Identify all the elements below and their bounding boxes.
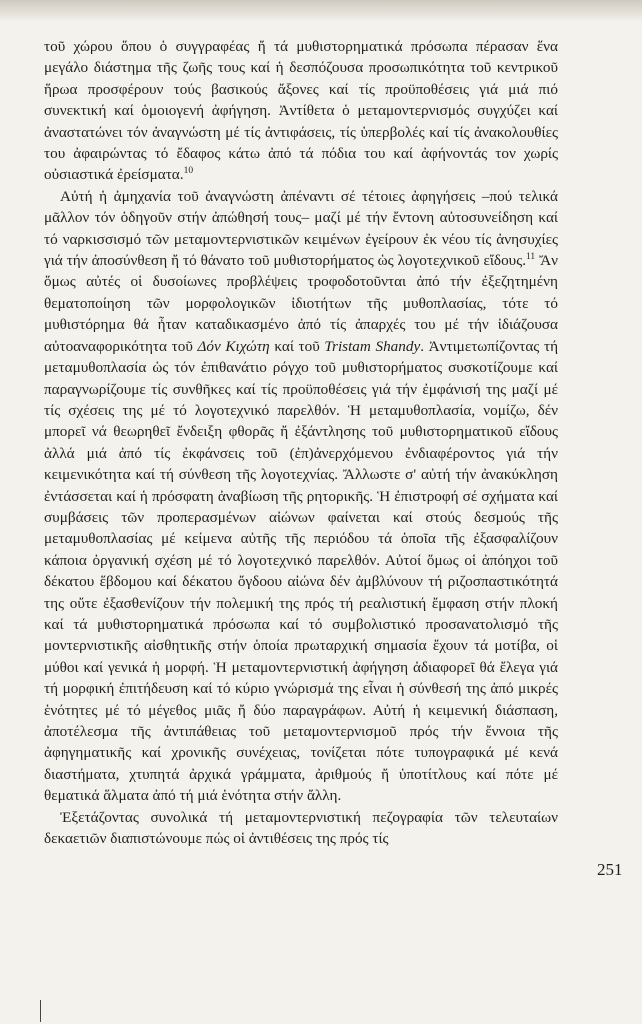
paragraph xyxy=(44,36,558,186)
page-number: 251 xyxy=(597,860,623,879)
italic-title: Δόν Κιχώτη xyxy=(197,337,270,355)
scan-edge-shadow xyxy=(0,0,642,22)
margin-rule xyxy=(40,1000,41,1022)
text-run: Ἄν ὅμως αὐτές οἱ δυσοίωνες προβλέψεις τροφοδοτοῦνται ἀπό τήν ἐξεζητημένη θεματοποίηση τῶν μορφολογικῶν ἰδιοτήτων τῆς μυθοπλασίας, τότε τό μυθιστόρημα θά ἦταν καταδικασμένο ἀπό τίς ἀπαρχές του μέ τήν ἰδιάζουσα αὐτοαναφορικότητα τοῦ xyxy=(44,252,559,355)
footnote-ref: 11 xyxy=(526,252,536,262)
paragraph xyxy=(44,186,558,807)
paragraph xyxy=(44,807,558,850)
footnote-ref: 10 xyxy=(183,166,194,177)
text-run: Ἐξετάζοντας συνολικά τή μεταμοντερνιστική πεζογραφία τῶν τελευταίων δεκαετιῶν διαπιστώνουμε πώς οἱ ἀντιθέσεις της πρός τίς xyxy=(44,808,558,848)
text-run: καί τοῦ xyxy=(269,337,325,355)
text-run: . Ἀντιμετωπίζοντας τή μεταμυθοπλασία ὡς τόν ἐπιθανάτιο ρόγχο τοῦ μυθιστορήματος συσκοτίζουμε καί παραγνωρίζουμε τίς συνθῆκες καί τίς προϋποθέσεις γιά τήν ἐμφάνισή της μαζί μέ τίς σχέσεις της μέ τό λογοτεχνικό παρελθόν. Ἡ μεταμυθοπλασία, νομίζω, δέν μπορεῖ νά θεωρηθεῖ ἔνδειξη φθορᾶς ἤ ἐξάντλησης τοῦ μυθιστορηματικοῦ εἴδους ἀλλά μιά ἀπό τίς ἐκφάνσεις τοῦ (ἐπ)ἀνερχόμενου ἐνδιαφέροντος γιά τήν κειμενικότητα καί τή σύνθεση τῆς λογοτεχνίας. Ἄλλωστε σ' αὐτή τήν ἀνακύκληση ἐντάσσεται καί ἡ πρόσφατη ἀναβίωση τῆς ρητορικῆς. Ἡ ἐπιστροφή σέ σχήματα καί συμβάσεις τῶν προπερασμένων αἰώνων φαίνεται καί στούς δεσμούς τῆς μεταμυθοπλασίας μέ κείμενα αὐτῆς τῆς περιόδου τά ὁποῖα τῆς ἐξασφαλίζουν κάποια ὀργανική σχέση μέ τό λογοτεχνικό παρελθόν. Αὐτοί ὅμως οἱ ἀπόηχοι τοῦ δέκατου ἕβδομου καί δέκατου ὄγδοου αἰώνα δέν ἀμβλύνουν τή ριζοσπαστικότητά της οὔτε ἐξασθενίζουν τήν πολεμική της πρός τή ρεαλιστική ἔμφαση στήν πλοκή καί τά μυθιστορηματικά πρόσωπα καί τό συμβολιστικό προσανατολισμό τῆς μοντερνιστικῆς αἰσθητικῆς στήν ὁποία πρωταρχική σημασία ἔχουν τά μοτίβα, οἱ μύθοι καί γενικά ἡ μορφή. Ἡ μεταμοντερνιστική ἀφήγηση ἀδιαφορεῖ θά ἔλεγα γιά τή μορφική ἐπιτήδευση καί τό κύριο γνώρισμά της εἶναι ἡ σύνθεσή της ἀπό μικρές ἑνότητες μέ τό μέγεθος μιᾶς ἤ δύο παραγράφων. Αὐτή ἡ κειμενική διάσπαση, ἀποτέλεσμα τῆς ἀντιπάθειας τοῦ μεταμοντερνισμοῦ πρός τήν ἔννοια τῆς ἀφηγηματικῆς καί χρονικῆς συνέχειας, τονίζεται πότε τυπογραφικά μέ κενά διαστήματα, χτυπητά ἀρχικά γράμματα, ἀριθμούς ἤ ὑποτίτλους καί πότε μέ θεματικά ἅλματα ἀπό τή μιά ἑνότητα στήν ἄλλη. xyxy=(44,337,559,805)
text-run: Αὐτή ἡ ἀμηχανία τοῦ ἀναγνώστη ἀπέναντι σέ τέτοιες ἀφηγήσεις –πού τελικά μᾶλλον τόν ὁδηγοῦν στήν ἀπώθησή τους– μαζί μέ τήν ἔντονη αὐτοσυνείδηση καί τό ναρκισσισμό τῶν μεταμοντερνιστικῶν κειμένων ἐγείρουν ἐκ νέου τίς ἀνησυχίες γιά τήν ἀποσύνθεση ἤ τό θάνατο τοῦ μυθιστορήματος ὡς λογοτεχνικοῦ εἴδους. xyxy=(44,187,558,270)
text-run: τοῦ χώρου ὅπου ὁ συγγραφέας ἤ τά μυθιστορηματικά πρόσωπα πέρασαν ἕνα μεγάλο διάστημα τῆς ζωῆς τους καί ἡ δεσπόζουσα προσωπικότητα τοῦ κεντρικοῦ ἥρωα προσφέρουν τούς βασικούς ἄξονες καί τίς προϋποθέσεις γιά μιά πιό συνεκτική καί ὁμοιογενή ἀφήγηση. Ἀντίθετα ὁ μεταμοντερνισμός συγχύζει καί ἀναστατώνει τόν ἀναγνώστη μέ τίς ἀντιφάσεις, τίς ὑπερβολές καί τίς ἀνακολουθίες του ἀφαιρώντας τό ἔδαφος κάτω ἀπό τά πόδια του καί ἀφήνοντάς τον χωρίς οὐσιαστικά ἐρείσματα. xyxy=(44,38,558,184)
body-text-column xyxy=(44,36,558,849)
italic-title: Tristam Shandy xyxy=(324,337,421,355)
